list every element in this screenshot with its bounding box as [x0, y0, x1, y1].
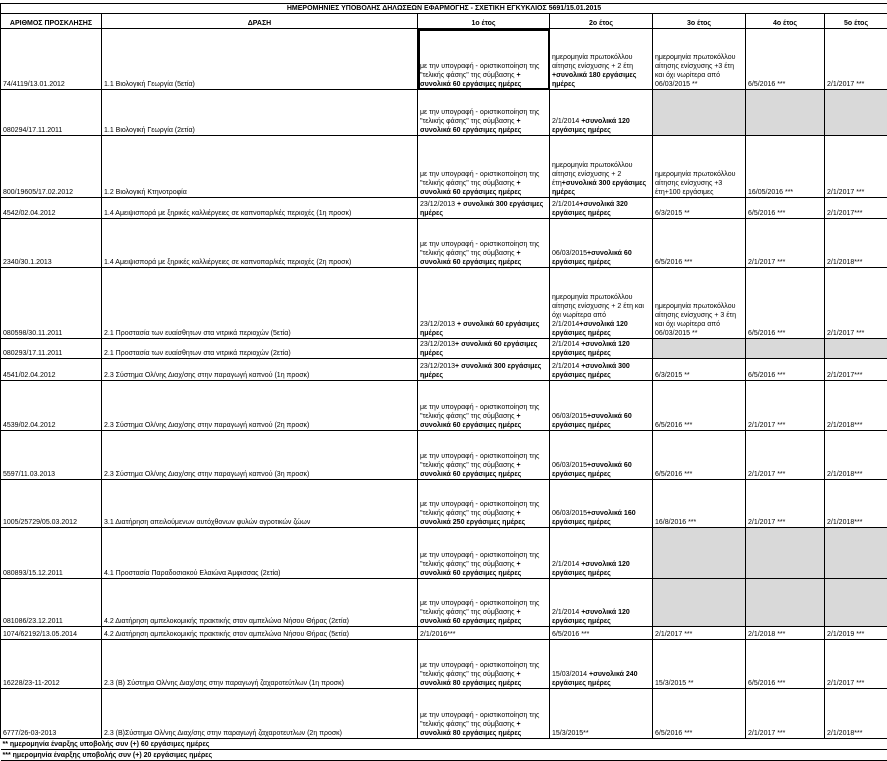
year5-cell[interactable]: 2/1/2017***: [825, 359, 887, 381]
call-number-cell[interactable]: 080294/17.11.2011: [1, 90, 102, 136]
call-number-cell[interactable]: 16228/23-11-2012: [1, 640, 102, 689]
year4-cell[interactable]: 2/1/2017 ***: [746, 480, 825, 528]
year4-cell[interactable]: 16/05/2016 ***: [746, 136, 825, 198]
year2-cell[interactable]: ημερομηνία πρωτοκόλλου αίτησης ενίσχυσης + 2 έτη και όχι νωρίτερα από 2/1/2014+συνολικά 120 εργάσιμες ημέρες: [550, 268, 653, 339]
year4-cell[interactable]: [746, 339, 825, 359]
year5-cell[interactable]: [825, 90, 887, 136]
year5-cell[interactable]: 2/1/2018***: [825, 480, 887, 528]
action-cell[interactable]: 1.1 Βιολογική Γεωργία (2ετία): [102, 90, 418, 136]
year3-cell[interactable]: ημερομηνία πρωτοκόλλου αίτησης ενίσχυσης + 3 έτη και όχι νωρίτερα από 06/03/2015 **: [653, 268, 746, 339]
year2-cell[interactable]: 6/5/2016 ***: [550, 627, 653, 640]
year3-cell[interactable]: [653, 339, 746, 359]
year1-cell[interactable]: με την υπογραφή - οριστικοποίηση της "τελικής φάσης" της σύμβασης + συνολικά 80 εργάσιμες ημέρες: [418, 640, 550, 689]
year4-cell[interactable]: [746, 528, 825, 579]
action-cell[interactable]: 1.4 Αμειψισπορά με ξηρικές καλλιέργειες σε καπνοπαρ/κές περιοχές (2η προσκ): [102, 219, 418, 268]
year3-cell[interactable]: [653, 90, 746, 136]
year2-cell[interactable]: 06/03/2015+συνολικά 60 εργάσιμες ημέρες: [550, 219, 653, 268]
year1-cell[interactable]: 23/12/2013+ συνολικά 60 εργάσιμες ημέρες: [418, 339, 550, 359]
action-cell[interactable]: 2.3 Σύστημα Ολ/νης Διαχ/σης στην παραγωγή καπνού (3η προσκ): [102, 431, 418, 480]
call-number-cell[interactable]: 2340/30.1.2013: [1, 219, 102, 268]
year4-cell[interactable]: 6/5/2016 ***: [746, 29, 825, 90]
call-number-cell[interactable]: 6777/26-03-2013: [1, 689, 102, 739]
year3-cell[interactable]: 2/1/2017 ***: [653, 627, 746, 640]
year2-cell[interactable]: 2/1/2014 +συνολικά 120 εργάσιμες ημέρες: [550, 90, 653, 136]
table-row: [1, 339, 887, 359]
year5-cell[interactable]: 2/1/2017 ***: [825, 640, 887, 689]
table-row: [1, 90, 887, 136]
year1-cell[interactable]: 23/12/2013 + συνολικά 60 εργάσιμες ημέρες: [418, 268, 550, 339]
table-row: [1, 640, 887, 689]
call-number-cell[interactable]: 080598/30.11.2011: [1, 268, 102, 339]
call-number-cell[interactable]: 1074/62192/13.05.2014: [1, 627, 102, 640]
year1-cell[interactable]: με την υπογραφή - οριστικοποίηση της "τελικής φάσης" της σύμβασης + συνολικά 60 εργάσιμες ημέρες: [418, 219, 550, 268]
action-cell[interactable]: 3.1 Διατήρηση απειλούμενων αυτόχθονων φυλών αγροτικών ζώων: [102, 480, 418, 528]
action-cell[interactable]: 1.2 Βιολογική Κτηνοτροφία: [102, 136, 418, 198]
action-cell[interactable]: 1.1 Βιολογική Γεωργία (5ετία): [102, 29, 418, 90]
call-number-cell[interactable]: 1005/25729/05.03.2012: [1, 480, 102, 528]
year1-cell[interactable]: με την υπογραφή - οριστικοποίηση της "τελικής φάσης" της σύμβασης + συνολικά 60 εργάσιμες ημέρες: [418, 579, 550, 627]
header-cell[interactable]: ΑΡΙΘΜΟΣ ΠΡΟΣΚΛΗΣΗΣ: [1, 14, 102, 29]
header-cell[interactable]: 5ο έτος: [825, 14, 887, 29]
year4-cell[interactable]: 2/1/2017 ***: [746, 431, 825, 480]
year2-cell[interactable]: 2/1/2014 +συνολικά 300 εργάσιμες ημέρες: [550, 359, 653, 381]
year4-cell[interactable]: 6/5/2016 ***: [746, 198, 825, 219]
year4-cell[interactable]: 2/1/2018 ***: [746, 627, 825, 640]
year3-cell[interactable]: ημερομηνία πρωτοκόλλου αίτησης ενίσχυσης +3 έτη και όχι νωρίτερα από 06/03/2015 **: [653, 29, 746, 90]
table-row: [1, 198, 887, 219]
year2-cell[interactable]: 15/3/2015**: [550, 689, 653, 739]
table-row: [1, 579, 887, 627]
year4-cell[interactable]: [746, 90, 825, 136]
table-row: [1, 528, 887, 579]
year3-cell[interactable]: 16/8/2016 ***: [653, 480, 746, 528]
year4-cell[interactable]: 2/1/2017 ***: [746, 219, 825, 268]
year3-cell[interactable]: 6/5/2016 ***: [653, 689, 746, 739]
year3-cell[interactable]: 6/5/2016 ***: [653, 431, 746, 480]
year2-cell[interactable]: 06/03/2015+συνολικά 60 εργάσιμες ημέρες: [550, 381, 653, 431]
year5-cell[interactable]: 2/1/2017***: [825, 198, 887, 219]
table-row: [1, 136, 887, 198]
deadlines-table: [0, 3, 887, 761]
year3-cell[interactable]: 6/5/2016 ***: [653, 381, 746, 431]
year1-cell[interactable]: με την υπογραφή - οριστικοποίηση της "τελικής φάσης" της σύμβασης + συνολικά 60 εργάσιμες ημέρες: [418, 136, 550, 198]
action-cell[interactable]: 1.4 Αμειψισπορά με ξηρικές καλλιέργειες σε καπνοπαρ/κές περιοχές (1η προσκ): [102, 198, 418, 219]
year4-cell[interactable]: 6/5/2016 ***: [746, 359, 825, 381]
year5-cell[interactable]: 2/1/2018***: [825, 219, 887, 268]
year3-cell[interactable]: ημερομηνία πρωτοκόλλου αίτησης ενίσχυσης +3 έτη+100 εργάσιμες: [653, 136, 746, 198]
table-row: [1, 431, 887, 480]
year3-cell[interactable]: 6/5/2016 ***: [653, 219, 746, 268]
sheet-title[interactable]: ΗΜΕΡΟΜΗΝΙΕΣ ΥΠΟΒΟΛΗΣ ΔΗΛΩΣΕΩΝ ΕΦΑΡΜΟΓΗΣ - ΣΧΕΤΙΚΗ ΕΓΚΥΚΛΙΟΣ 5691/15.01.2015: [1, 4, 887, 14]
action-cell[interactable]: 2.3 Σύστημα Ολ/νης Διαχ/σης στην παραγωγή καπνού (1η προσκ): [102, 359, 418, 381]
year1-cell[interactable]: με την υπογραφή - οριστικοποίηση της "τελικής φάσης" της σύμβασης + συνολικά 60 εργάσιμες ημέρες: [418, 29, 550, 90]
year4-cell[interactable]: 6/5/2016 ***: [746, 640, 825, 689]
year5-cell[interactable]: [825, 339, 887, 359]
action-cell[interactable]: 4.2 Διατήρηση αμπελοκομικής πρακτικής στον αμπελώνα Νήσου Θήρας (2ετία): [102, 579, 418, 627]
year3-cell[interactable]: 6/3/2015 **: [653, 198, 746, 219]
table-row: [1, 359, 887, 381]
year2-cell[interactable]: 06/03/2015+συνολικά 160 εργάσιμες ημέρες: [550, 480, 653, 528]
call-number-cell[interactable]: 800/19605/17.02.2012: [1, 136, 102, 198]
table-row: [1, 381, 887, 431]
year1-cell[interactable]: με την υπογραφή - οριστικοποίηση της "τελικής φάσης" της σύμβασης + συνολικά 250 εργάσιμες ημέρες: [418, 480, 550, 528]
call-number-cell[interactable]: 4541/02.04.2012: [1, 359, 102, 381]
year2-cell[interactable]: 06/03/2015+συνολικά 60 εργάσιμες ημέρες: [550, 431, 653, 480]
table-row: [1, 689, 887, 739]
year5-cell[interactable]: 2/1/2018***: [825, 381, 887, 431]
footnote[interactable]: *** ημερομηνία έναρξης υποβολής συν (+) 20 εργάσιμες ημέρες: [1, 750, 887, 761]
call-number-cell[interactable]: 74/4119/13.01.2012: [1, 29, 102, 90]
year4-cell[interactable]: [746, 579, 825, 627]
header-cell[interactable]: ΔΡΑΣΗ: [102, 14, 418, 29]
action-cell[interactable]: 4.2 Διατήρηση αμπελοκομικής πρακτικής στον αμπελώνα Νήσου Θήρας (5ετία): [102, 627, 418, 640]
year5-cell[interactable]: 2/1/2018***: [825, 689, 887, 739]
year5-cell[interactable]: [825, 579, 887, 627]
year1-cell[interactable]: με την υπογραφή - οριστικοποίηση της "τελικής φάσης" της σύμβασης + συνολικά 80 εργάσιμες ημέρες: [418, 689, 550, 739]
call-number-cell[interactable]: 081086/23.12.2011: [1, 579, 102, 627]
year1-cell[interactable]: με την υπογραφή - οριστικοποίηση της "τελικής φάσης" της σύμβασης + συνολικά 60 εργάσιμες ημέρες: [418, 431, 550, 480]
year2-cell[interactable]: 15/03/2014 +συνολικά 240 εργάσιμες ημέρες: [550, 640, 653, 689]
call-number-cell[interactable]: 080893/15.12.2011: [1, 528, 102, 579]
call-number-cell[interactable]: 4539/02.04.2012: [1, 381, 102, 431]
year1-cell[interactable]: με την υπογραφή - οριστικοποίηση της "τελικής φάσης" της σύμβασης + συνολικά 60 εργάσιμες ημέρες: [418, 528, 550, 579]
action-cell[interactable]: 2.3 (Β)Σύστημα Ολ/νης Διαχ/σης στην παραγωγή ζαχαροτευτλων (2η προσκ): [102, 689, 418, 739]
year5-cell[interactable]: 2/1/2017 ***: [825, 29, 887, 90]
footnote[interactable]: ** ημερομηνία έναρξης υποβολής συν (+) 60 εργάσιμες ημέρες: [1, 739, 887, 750]
table-row: [1, 627, 887, 640]
year5-cell[interactable]: [825, 528, 887, 579]
call-number-cell[interactable]: 5597/11.03.2013: [1, 431, 102, 480]
year5-cell[interactable]: 2/1/2017 ***: [825, 136, 887, 198]
year3-cell[interactable]: [653, 528, 746, 579]
header-cell[interactable]: 1ο έτος: [418, 14, 550, 29]
header-cell[interactable]: 3ο έτος: [653, 14, 746, 29]
year3-cell[interactable]: [653, 579, 746, 627]
year5-cell[interactable]: 2/1/2018***: [825, 431, 887, 480]
year1-cell[interactable]: 23/12/2013 + συνολικά 300 εργάσιμες ημέρες: [418, 198, 550, 219]
header-row: [1, 14, 887, 29]
table-row: [1, 219, 887, 268]
year4-cell[interactable]: 6/5/2016 ***: [746, 268, 825, 339]
year1-cell[interactable]: 23/12/2013+ συνολικά 300 εργάσιμες ημέρες: [418, 359, 550, 381]
year5-cell[interactable]: 2/1/2019 ***: [825, 627, 887, 640]
footnote-row: [1, 750, 887, 761]
action-cell[interactable]: 4.1 Προστασία Παραδοσιακού Ελαιώνα Άμφισσας (2ετία): [102, 528, 418, 579]
year2-cell[interactable]: 2/1/2014 +συνολικά 120 εργάσιμες ημέρες: [550, 528, 653, 579]
year2-cell[interactable]: 2/1/2014 +συνολικά 120 εργάσιμες ημέρες: [550, 339, 653, 359]
action-cell[interactable]: 2.3 (Β) Σύστημα Ολ/νης Διαχ/σης στην παραγωγή ζαχαροτεύτλων (1η προσκ): [102, 640, 418, 689]
call-number-cell[interactable]: 080293/17.11.2011: [1, 339, 102, 359]
action-cell[interactable]: 2.1 Προστασία των ευαίσθητων στα νιτρικά περιοχών (5ετία): [102, 268, 418, 339]
year1-cell[interactable]: με την υπογραφή - οριστικοποίηση της "τελικής φάσης" της σύμβασης + συνολικά 60 εργάσιμες ημέρες: [418, 381, 550, 431]
year4-cell[interactable]: 2/1/2017 ***: [746, 689, 825, 739]
year4-cell[interactable]: 2/1/2017 ***: [746, 381, 825, 431]
year2-cell[interactable]: 2/1/2014 +συνολικά 120 εργάσιμες ημέρες: [550, 579, 653, 627]
header-cell[interactable]: 4ο έτος: [746, 14, 825, 29]
table-row: [1, 268, 887, 339]
year2-cell[interactable]: 2/1/2014+συνολικά 320 εργάσιμες ημέρες: [550, 198, 653, 219]
year2-cell[interactable]: ημερομηνία πρωτοκόλλου αίτησης ενίσχυσης + 2 έτη +συνολικά 180 εργάσιμες ημέρες: [550, 29, 653, 90]
year5-cell[interactable]: 2/1/2017 ***: [825, 268, 887, 339]
year3-cell[interactable]: 6/3/2015 **: [653, 359, 746, 381]
footnote-row: [1, 739, 887, 750]
year3-cell[interactable]: 15/3/2015 **: [653, 640, 746, 689]
year1-cell[interactable]: με την υπογραφή - οριστικοποίηση της "τελικής φάσης" της σύμβασης + συνολικά 60 εργάσιμες ημέρες: [418, 90, 550, 136]
table-row: [1, 29, 887, 90]
table-row: [1, 480, 887, 528]
year1-cell[interactable]: 2/1/2016***: [418, 627, 550, 640]
action-cell[interactable]: 2.3 Σύστημα Ολ/νης Διαχ/σης στην παραγωγή καπνού (2η προσκ): [102, 381, 418, 431]
call-number-cell[interactable]: 4542/02.04.2012: [1, 198, 102, 219]
action-cell[interactable]: 2.1 Προστασία των ευαίσθητων στα νιτρικά περιοχών (2ετία): [102, 339, 418, 359]
header-cell[interactable]: 2ο έτος: [550, 14, 653, 29]
year2-cell[interactable]: ημερομηνία πρωτοκόλλου αίτησης ενίσχυσης + 2 έτη+συνολικά 300 εργάσιμες ημέρες: [550, 136, 653, 198]
